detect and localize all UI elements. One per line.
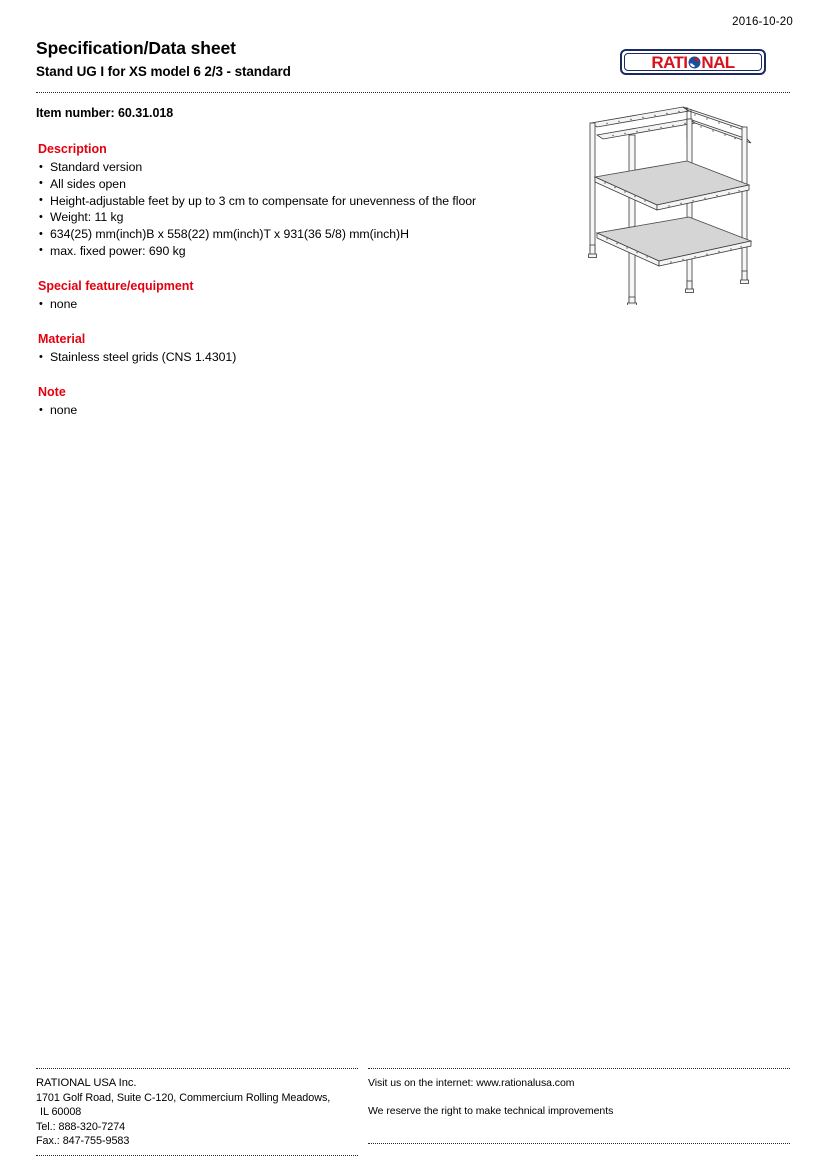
section-heading-note: Note (38, 385, 66, 399)
page-subtitle: Stand UG I for XS model 6 2/3 - standard (36, 64, 291, 79)
footer-right-body (368, 1069, 790, 1143)
list-item: • max. fixed power: 690 kg (38, 243, 578, 260)
footer-website-line[interactable]: Visit us on the internet: www.rationalusa.com (368, 1077, 575, 1089)
special-feature-list (38, 296, 578, 313)
header-divider (36, 92, 790, 93)
section-heading-description: Description (38, 142, 107, 156)
footer-spacer (368, 1090, 790, 1104)
description-list (38, 159, 578, 260)
list-item: • none (38, 296, 578, 313)
product-illustration (583, 105, 755, 305)
section-material (38, 332, 578, 366)
rational-logo (620, 49, 766, 75)
footer-company-name: RATIONAL USA Inc. (36, 1077, 137, 1089)
footer-right-column (368, 1068, 790, 1144)
list-item: • 634(25) mm(inch)B x 558(22) mm(inch)T x 931(36 5/8) mm(inch)H (38, 226, 578, 243)
document-header (36, 38, 596, 81)
page-title: Specification/Data sheet (36, 38, 236, 58)
note-list (38, 402, 578, 419)
footer-address-line-1: 1701 Golf Road, Suite C-120, Commercium Rolling Meadows, (36, 1091, 331, 1104)
footer-fax: Fax.: 847-755-9583 (36, 1135, 130, 1147)
section-heading-special-feature: Special feature/equipment (38, 279, 194, 293)
document-date: 2016-10-20 (732, 16, 793, 28)
list-item: • Stainless steel grids (CNS 1.4301) (38, 349, 578, 366)
section-heading-material: Material (38, 332, 86, 346)
section-note (38, 385, 578, 419)
section-description (38, 142, 578, 260)
footer-telephone: Tel.: 888-320-7274 (36, 1120, 126, 1133)
list-item: • Standard version (38, 159, 578, 176)
rational-o-emblem-icon (688, 56, 701, 69)
footer-disclaimer: We reserve the right to make technical improvements (368, 1105, 614, 1117)
list-item: • none (38, 402, 578, 419)
item-number: Item number: 60.31.018 (36, 106, 174, 120)
footer-right-divider-bottom (368, 1143, 790, 1144)
list-item: • Height-adjustable feet by up to 3 cm to compensate for unevenness of the floor (38, 193, 578, 210)
material-list (38, 349, 578, 366)
logo-text-after: NAL (701, 52, 735, 72)
footer-address-line-2: IL 60008 (40, 1106, 82, 1118)
logo-wordmark (622, 51, 764, 73)
logo-text-before: RATI (651, 52, 688, 72)
section-special-feature (38, 279, 578, 313)
footer-left-column (36, 1068, 358, 1156)
list-item: • All sides open (38, 176, 578, 193)
footer-left-body (36, 1069, 358, 1155)
footer-left-divider-bottom (36, 1155, 358, 1156)
list-item: • Weight: 11 kg (38, 209, 578, 226)
